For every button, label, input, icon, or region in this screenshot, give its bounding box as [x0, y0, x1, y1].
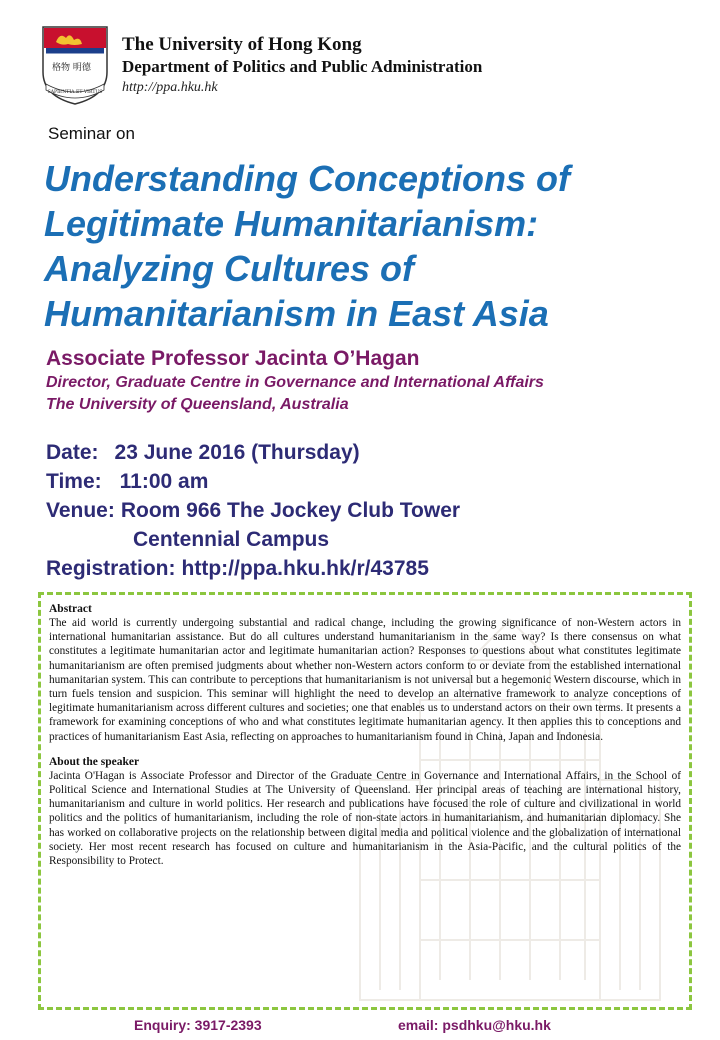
about-speaker-text: Jacinta O'Hagan is Associate Professor and Director of the Graduate Centre in Governance and International Affairs, in the School of Political Science and International Studies at The University of Queensland. Her principal areas of teaching are international history, humanitarianism and culture in world politics. Her research and publications have focused the role of culture and civilizational in world politics and the politics of humanitarianism, including the role of non-state actors in humanitarianism, and humanitarian diplomacy. She has worked on collaborative projects on the relationship between digital media and political violence and the globalization of international society. Her most recent research has focused on culture and humanitarianism in the Asia-Pacific, and the cultural politics of the Responsibility to Protect. [49, 769, 681, 868]
university-name: The University of Hong Kong [122, 34, 362, 55]
abstract-heading: Abstract [49, 603, 92, 615]
registration-row [46, 554, 460, 583]
crest-motto: SAPIENTIA ET VIRTUS [47, 90, 103, 95]
about-speaker-heading: About the speaker [49, 755, 140, 768]
department-url[interactable]: http://ppa.hku.hk [122, 80, 218, 95]
date-row [46, 438, 460, 467]
crest-chinese-text: 格物 明德 [52, 63, 91, 73]
venue-value: Room 966 The Jockey Club Tower [120, 499, 461, 522]
time-row [46, 467, 460, 496]
enquiry-phone: Enquiry: 3917-2393 [134, 1017, 262, 1033]
university-crest-logo [40, 24, 110, 106]
speaker-organization: The University of Queensland, Australia [46, 396, 349, 413]
abstract-text: The aid world is currently undergoing substantial and radical change, including the growing significance of non-Western actors in international humanitarian assistance. But do all cultures understand humanitarianism in the same way? Is there consensus on what constitutes a legitimate humanitarian actor and legitimate humanitarian action? Responses to questions about what constitutes legitimate humanitarianism are often premised judgments about whether non-Western actors conform to or deviate from the established international humanitarian system. This can contribute to perceptions that humanitarianism is not universal but a hegemonic Western discourse, which in turn fuels tension and suspicion. This seminar will highlight the need to develop an alternative framework to analyze conceptions of legitimate humanitarianism across different cultures and societies; one that enables us to understand actors on their own terms. It presents a framework for examining conceptions of who and what constitutes legitimate humanitarian agency. It then applies this to conceptions and practices of humanitarianism East Asia, reflecting on approaches to humanitarianism found in China, Japan and Indonesia. [49, 617, 681, 743]
venue-row [46, 496, 460, 525]
date-label: Date: [46, 441, 99, 464]
registration-label: Registration: [46, 557, 176, 580]
abstract-box [38, 592, 692, 1010]
date-value: 23 June 2016 (Thursday) [114, 441, 360, 464]
venue-label: Venue: [46, 499, 115, 522]
registration-link[interactable]: http://ppa.hku.hk/r/43785 [181, 557, 429, 580]
seminar-title [44, 156, 694, 336]
title-line: Legitimate Humanitarianism: [44, 203, 539, 244]
speaker-block [46, 346, 544, 416]
title-line: Understanding Conceptions of [44, 158, 570, 199]
speaker-role: Director, Graduate Centre in Governance and International Affairs [46, 374, 544, 391]
title-line: Humanitarianism in East Asia [44, 293, 549, 334]
enquiry-email[interactable]: email: psdhku@hku.hk [398, 1017, 551, 1033]
header-text [122, 34, 482, 98]
time-value: 11:00 am [119, 470, 209, 493]
speaker-name: Associate Professor Jacinta O’Hagan [46, 347, 420, 370]
time-label: Time: [46, 470, 102, 493]
seminar-label: Seminar on [48, 124, 135, 143]
title-line: Analyzing Cultures of [44, 248, 415, 289]
event-details [46, 438, 460, 583]
venue-value-line2: Centennial Campus [133, 528, 330, 551]
department-name: Department of Politics and Public Administration [122, 57, 483, 76]
